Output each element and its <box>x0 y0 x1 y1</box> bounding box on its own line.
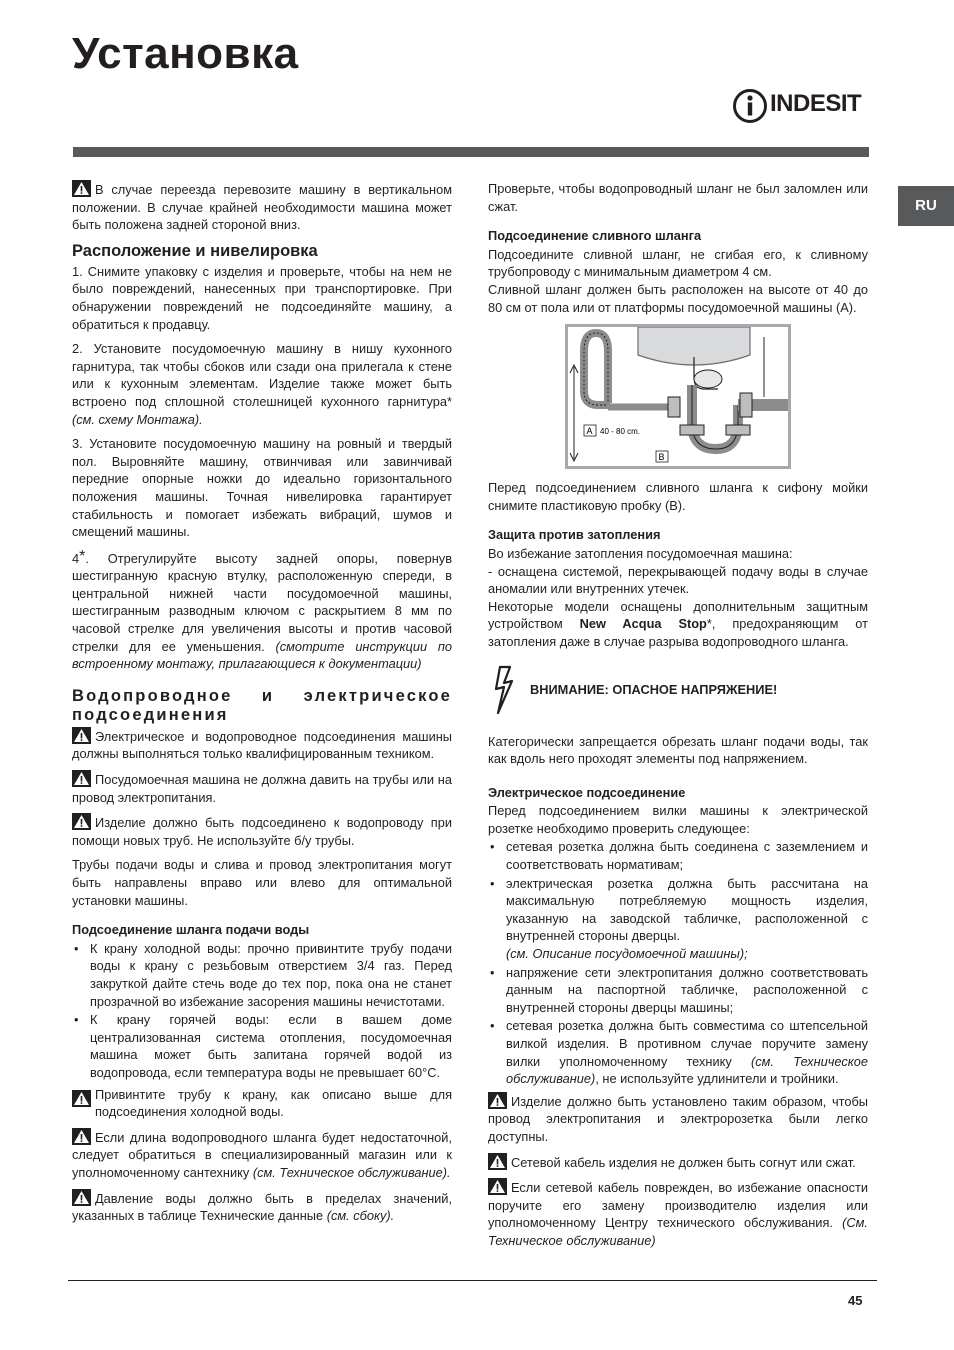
electric-heading: Электрическое подсоединение <box>488 784 686 800</box>
brand-wordmark: INDESIT <box>770 90 862 117</box>
flood-text-2: - оснащена системой, перекрывающей подачу воды в случае аномалии или внутренних утечек. <box>488 563 868 597</box>
drain-hose-illustration <box>568 327 788 466</box>
hose-check-note: Проверьте, чтобы водопроводный шланг не был заломлен или сжат. <box>488 181 868 214</box>
header-rule <box>73 147 869 157</box>
list-item: • К крану холодной воды: прочно привинтите трубу подачи воды к крану с резьбовым отверстием 3/4 газ. Перед закруткой дайте стечь воде до тех пор, пока она не станет прозрачной во избежание засорения машины нечистотами. <box>72 940 452 1010</box>
siphon-trap <box>692 385 738 449</box>
lightning-bolt-icon <box>488 665 518 715</box>
connections-warning-3: Изделие должно быть подсоединено к водопроводу при помощи новых труб. Не используйте б/у трубы. <box>72 815 452 848</box>
list-item: • электрическая розетка должна быть рассчитана на максимальную потребляемую мощность изделия, указанную на заводской табличке, расположенной с внутренней стороны дверцы. (см. Описание посудомоечной машины); <box>488 875 868 963</box>
inlet-warning-length: Если длина водопроводного шланга будет недостаточной, следует обратиться в специализированный магазин или к уполномоченному сантехнику (см. Техническое обслуживание). <box>72 1129 452 1180</box>
brand-i-circle-icon <box>732 88 768 124</box>
placement-step-2: 2. Установите посудомоечную машину в нишу кухонного гарнитура, так чтобы сбоков или сзади она прилегала к стене или к кухонным элементам. Изделие также может быть встроено под сплошной столешницей кухонного гарнитура* (см. схему Монтажа). <box>72 341 452 427</box>
list-item: • сетевая розетка должна быть соединена с заземлением и соответствовать нормативам; <box>488 838 868 873</box>
warning-icon <box>72 770 91 787</box>
connections-heading: Водопроводное и электрическое подсоединения <box>72 686 452 724</box>
placement-step-4: 4*. Отрегулируйте высоту задней опоры, повернув шестигранную красную втулку, расположенную спереди, в центральной нижней части посудомоечной машины, шестигранным разводным ключом с раскрытием 8 мм по часовой стрелке для увеличения высоты и против часовой стрелки для ее уменьшения. (смотрите инструкции по встроенному монтажу, прилагающиеся к документации) <box>72 547 452 672</box>
flood-text-3: Некоторые модели оснащены дополнительным защитным устройством New Acqua Stop*, предохраняющим от затопления даже в случае разрыва водопроводного шланга. <box>488 598 868 649</box>
warning-icon <box>488 1092 507 1109</box>
warning-icon <box>72 727 91 744</box>
right-column <box>488 180 868 1257</box>
flood-text-1: Во избежание затопления посудомоечная машина: <box>488 545 793 561</box>
transport-warning: В случае переезда перевозите машину в вертикальном положении. В случае крайней необходимости машина может быть положена задней стороной вниз. <box>72 182 452 233</box>
cut-warning: Категорически запрещается обрезать шланг подачи воды, так как вдоль него проходят элементы под напряжением. <box>488 733 868 767</box>
connections-warning-2: Посудомоечная машина не должна давить на трубы или на провод электропитания. <box>72 772 452 805</box>
electric-intro: Перед подсоединением вилки машины к электрической розетке необходимо проверить следующее: <box>488 803 868 836</box>
label-a: A <box>586 426 593 437</box>
warning-icon <box>72 1090 91 1107</box>
inlet-warning-pressure: Давление воды должно быть в пределах значений, указанных в таблице Технические данные (см. сбоку). <box>72 1190 452 1224</box>
drain-heading: Подсоединение сливного шланга <box>488 228 702 244</box>
footer-rule <box>68 1280 877 1281</box>
placement-step-1: 1. Снимите упаковку с изделия и проверьте, чтобы на нем не было повреждений, нанесенных при транспортировке. При обнаружении повреждений не подсоединяйте машину, а обратиться к продавцу. <box>72 263 452 332</box>
routing-note: Трубы подачи воды и слива и провод электропитания могут быть направлены вправо или влево для оптимальной установки машины. <box>72 857 452 908</box>
list-item: • К крану горячей воды: если в вашем доме централизованная система отопления, посудомоечная машина может быть запитана горячей водой из водопровода, если температура воды не превышает 60°C. <box>72 1011 452 1081</box>
page-title: Установка <box>72 29 299 78</box>
electric-warning-damage: Если сетевой кабель поврежден, во избежание опасности поручите его замену производителю изделия или уполномоченному Центру технического обслуживания. (См. Техническое обслуживание) <box>488 1180 868 1248</box>
warning-icon <box>72 1128 91 1145</box>
list-item: • напряжение сети электропитания должно соответствовать данным на паспортной табличке, расположенной с внутренней стороны дверцы машины; <box>488 964 868 1017</box>
drain-text-2: Сливной шланг должен быть расположен на высоте от 40 до 80 см от пола или от платформы посудомоечной машины (A). <box>488 281 868 315</box>
page-number: 45 <box>848 1293 863 1308</box>
label-b: B <box>658 452 665 463</box>
height-arrow <box>570 365 578 461</box>
danger-voltage-notice <box>488 665 868 715</box>
electric-warning-access: Изделие должно быть установлено таким образом, чтобы провод электропитания и электророзетка были легко доступны. <box>488 1093 868 1144</box>
plug-note: Перед подсоединением сливного шланга к сифону мойки снимите пластиковую пробку (B). <box>488 480 868 513</box>
electric-warning-cable: Сетевой кабель изделия не должен быть согнут или сжат. <box>488 1153 868 1172</box>
drain-hose <box>584 333 610 405</box>
list-item: • сетевая розетка должна быть совместима со штепсельной вилкой изделия. В противном случае поручите замену вилки уполномоченному технику (см. Техническое обслуживание), не используйте удлинители и тройники. <box>488 1017 868 1087</box>
connections-warning-1: Электрическое и водопроводное подсоединения машины должны выполняться только квалифицированным техником. <box>72 728 452 762</box>
drain-hose-diagram <box>565 324 791 469</box>
drain-text-1: Подсоедините сливной шланг, не сгибая его, к сливному трубопроводу с минимальным диаметром 4 см. <box>488 246 868 280</box>
warning-icon <box>488 1178 507 1195</box>
placement-heading: Расположение и нивелировка <box>72 241 318 260</box>
language-badge: RU <box>898 186 954 226</box>
danger-voltage-text: ВНИМАНИЕ: ОПАСНОЕ НАПРЯЖЕНИЕ! <box>530 681 778 697</box>
inlet-heading: Подсоединение шланга подачи воды <box>72 922 310 938</box>
placement-step-3: 3. Установите посудомоечную машину на ровный и твердый пол. Выровняйте машину, отвинчивая или завинчивай передние опорные ножки до идеально горизонтального положения машины. Точная нивелировка гарантирует стабильность и помогает избежать вибраций, шумов и смещений машины. <box>72 436 452 540</box>
warning-icon <box>72 813 91 830</box>
electric-list <box>488 838 868 1087</box>
inlet-warning-hot: Привинтите трубу к крану, как описано выше для подсоединения холодной воды. <box>72 1086 452 1121</box>
left-column <box>72 180 452 1232</box>
warning-icon <box>72 180 91 197</box>
flood-heading: Защита против затопления <box>488 527 661 543</box>
warning-icon <box>488 1153 507 1170</box>
label-height: 40 - 80 cm. <box>600 427 641 437</box>
inlet-list <box>72 940 452 1082</box>
warning-icon <box>72 1189 91 1206</box>
brand-logo <box>732 86 872 126</box>
